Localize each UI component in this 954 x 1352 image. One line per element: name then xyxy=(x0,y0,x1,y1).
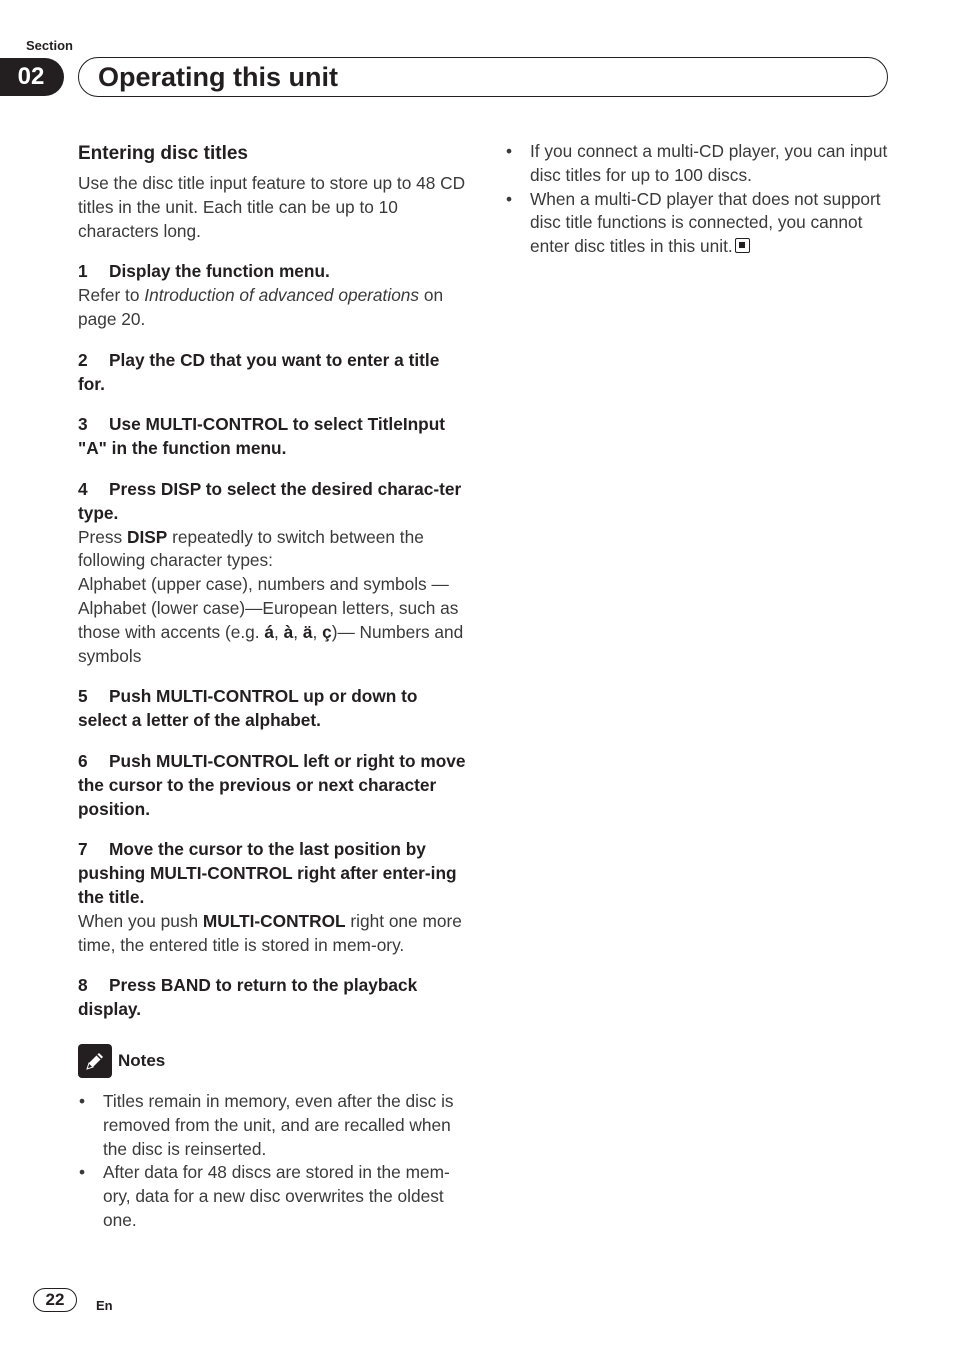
step-number: 1 xyxy=(78,261,88,282)
separator: , xyxy=(273,621,284,642)
text-run: )— Numbers and symbols xyxy=(78,621,464,666)
step-title: Push MULTI-CONTROL left or right to move the cursor to the previous or next character position. xyxy=(78,750,466,819)
note-text: Titles remain in memory, even after the disc is removed from the unit, and are recalled when the disc is reinserted. xyxy=(103,1090,454,1159)
step-4-body xyxy=(78,526,466,669)
section-heading: Entering disc titles xyxy=(78,143,248,164)
step-7-body xyxy=(78,910,466,958)
bullet-icon: • xyxy=(79,1162,86,1183)
accent-example: á xyxy=(264,621,274,642)
separator: , xyxy=(312,621,323,642)
bullet-icon: • xyxy=(506,141,513,161)
step-number: 6 xyxy=(78,750,88,771)
accent-example: à xyxy=(283,621,294,642)
accent-example: ç xyxy=(322,621,332,642)
section-number-badge: 02 xyxy=(0,58,64,96)
step-1 xyxy=(78,260,466,284)
separator: , xyxy=(293,621,303,642)
step-4 xyxy=(78,478,466,526)
step-8 xyxy=(78,974,466,1022)
cross-reference: Introduction of advanced operations xyxy=(144,285,420,306)
step-title: Display the function menu. xyxy=(109,261,330,282)
list-item xyxy=(505,188,895,259)
step-title: Push MULTI-CONTROL up or down to select a letter of the alphabet. xyxy=(78,686,418,731)
step-title: Press BAND to return to the playback display. xyxy=(78,975,418,1020)
step-title: Use MULTI-CONTROL to select TitleInput "A" in the function menu. xyxy=(78,414,446,459)
step-title: Move the cursor to the last position by pushing MULTI-CONTROL right after enter-ing the title. xyxy=(78,839,457,907)
step-number: 4 xyxy=(78,478,88,499)
right-column xyxy=(505,140,895,259)
text-run: Refer to xyxy=(78,285,145,306)
language-code: En xyxy=(96,1298,113,1313)
step-1-body xyxy=(78,284,466,332)
notes-list-continued xyxy=(505,140,895,259)
accent-example: ä xyxy=(302,621,313,642)
key-name: MULTI-CONTROL xyxy=(202,910,346,931)
text-run: right one more time, the entered title is stored in mem-ory. xyxy=(78,910,462,955)
step-number: 7 xyxy=(78,839,88,860)
pencil-icon xyxy=(78,1044,112,1078)
notes-list xyxy=(78,1090,466,1233)
step-6 xyxy=(78,750,466,821)
section-label: Section xyxy=(26,38,73,53)
bullet-icon: • xyxy=(506,188,513,209)
page-title: Operating this unit xyxy=(98,62,338,92)
step-number: 5 xyxy=(78,686,88,707)
notes-header xyxy=(78,1044,466,1078)
text-run: repeatedly to switch between the following character types: xyxy=(78,526,424,571)
bullet-icon: • xyxy=(79,1090,86,1111)
note-text: After data for 48 discs are stored in the mem-ory, data for a new disc overwrites the oldest one. xyxy=(103,1162,450,1230)
notes-label: Notes xyxy=(118,1051,166,1070)
step-5 xyxy=(78,685,466,733)
text-run: Press xyxy=(78,526,127,547)
step-3 xyxy=(78,413,466,461)
left-column xyxy=(78,140,466,1233)
text-run: on page 20. xyxy=(78,285,444,329)
text-run: When you push xyxy=(78,910,203,931)
note-text: If you connect a multi-CD player, you can input disc titles for up to 100 discs. xyxy=(530,141,888,185)
step-7 xyxy=(78,838,466,909)
step-2 xyxy=(78,349,466,397)
list-item xyxy=(78,1161,466,1232)
intro-paragraph: Use the disc title input feature to store up to 48 CD titles in the unit. Each title can be up to 10 characters long. xyxy=(78,173,466,241)
list-item xyxy=(505,140,895,188)
list-item xyxy=(78,1090,466,1161)
step-number: 3 xyxy=(78,414,88,435)
note-text: When a multi-CD player that does not support disc title functions is connected, you cannot enter disc titles in this unit. xyxy=(530,188,881,257)
text-run: Alphabet (upper case), numbers and symbols —Alphabet (lower case)—European letters, such as those with accents (e.g. xyxy=(78,574,459,642)
step-title: Play the CD that you want to enter a title for. xyxy=(78,349,440,394)
end-of-section-icon xyxy=(735,238,750,253)
page-number: 22 xyxy=(33,1288,77,1312)
step-number: 2 xyxy=(78,349,88,370)
step-title: Press DISP to select the desired charac-ter type. xyxy=(78,478,462,523)
step-number: 8 xyxy=(78,975,88,996)
key-name: DISP xyxy=(126,526,168,547)
